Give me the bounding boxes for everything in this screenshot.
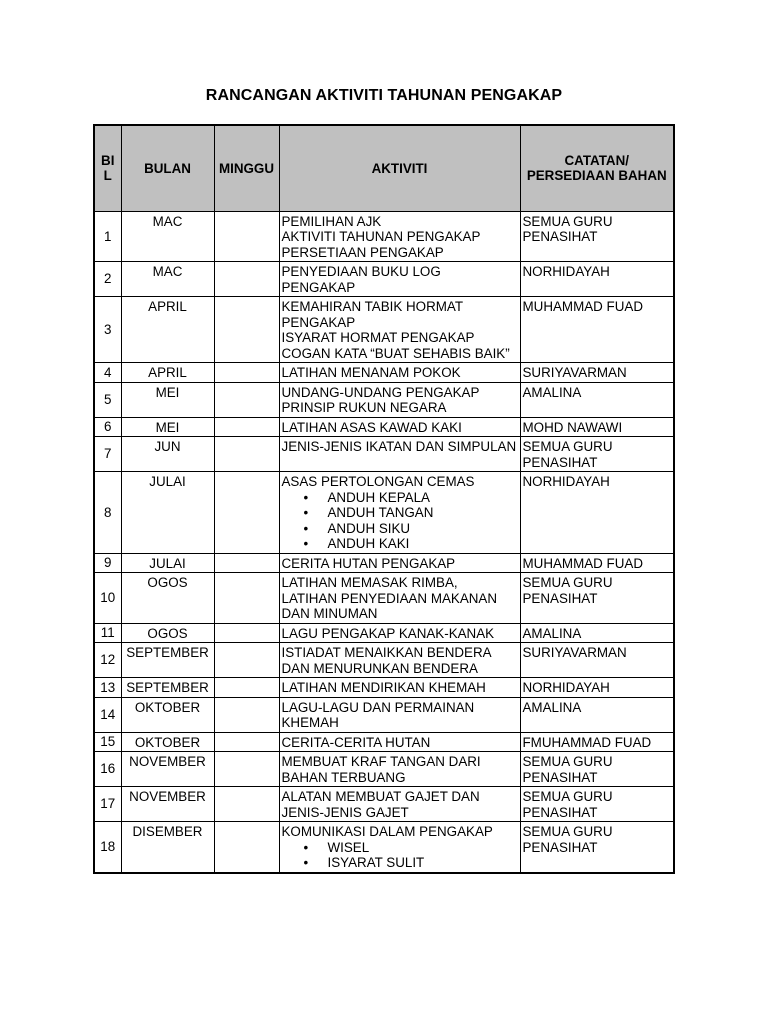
activity-bullet-item: • WISEL	[328, 840, 518, 856]
activity-bullet-item: • ANDUH KAKI	[328, 536, 518, 552]
month-cell: JULAI	[121, 472, 214, 554]
activity-line: LATIHAN MEMASAK RIMBA,	[281, 575, 458, 590]
activity-line: PRINSIP RUKUN NEGARA	[281, 400, 447, 415]
activity-cell	[279, 643, 520, 678]
month-cell: APRIL	[121, 363, 214, 383]
activity-cell	[279, 822, 520, 873]
note-cell: SEMUA GURU PENASIHAT	[520, 752, 674, 787]
note-cell: AMALINA	[520, 697, 674, 732]
activity-line: CERITA-CERITA HUTAN	[281, 734, 431, 750]
table-row	[94, 752, 674, 787]
week-cell	[214, 437, 279, 472]
activity-line: ALATAN MEMBUAT GAJET DAN JENIS-JENIS GAJET	[281, 789, 480, 820]
table-row	[94, 732, 674, 752]
activity-cell	[279, 211, 520, 262]
week-cell	[214, 623, 279, 643]
table-row	[94, 822, 674, 873]
activity-cell	[279, 417, 520, 437]
row-number: 3	[94, 297, 121, 363]
row-number: 9	[94, 553, 121, 573]
activity-cell	[279, 787, 520, 822]
table-row	[94, 697, 674, 732]
week-cell	[214, 262, 279, 297]
note-cell: NORHIDAYAH	[520, 678, 674, 698]
month-cell: OGOS	[121, 623, 214, 643]
activity-cell	[279, 678, 520, 698]
note-cell: SURIYAVARMAN	[520, 643, 674, 678]
document-title: RANCANGAN AKTIVITI TAHUNAN PENGAKAP	[205, 87, 563, 104]
activity-line: AKTIVITI TAHUNAN PENGAKAP	[281, 229, 481, 244]
table-row	[94, 787, 674, 822]
activity-bullet-item: • ANDUH KEPALA	[328, 490, 518, 506]
note-cell: MOHD NAWAWI	[520, 417, 674, 437]
month-cell: OGOS	[121, 573, 214, 624]
activity-cell	[279, 697, 520, 732]
week-cell	[214, 752, 279, 787]
activity-cell	[279, 262, 520, 297]
table-row	[94, 437, 674, 472]
note-cell: SEMUA GURU PENASIHAT	[520, 822, 674, 873]
row-number: 18	[94, 822, 121, 873]
activity-cell	[279, 623, 520, 643]
note-cell: NORHIDAYAH	[520, 262, 674, 297]
activity-line: LATIHAN ASAS KAWAD KAKI	[281, 419, 462, 435]
activity-line: ISTIADAT MENAIKKAN BENDERA DAN MENURUNKAN BENDERA	[281, 645, 491, 676]
activity-line: LAGU-LAGU DAN PERMAINAN KHEMAH	[281, 699, 475, 730]
note-cell: SEMUA GURU PENASIHAT	[520, 437, 674, 472]
month-cell: APRIL	[121, 297, 214, 363]
week-cell	[214, 573, 279, 624]
activity-bullet-list	[282, 840, 518, 871]
row-number: 4	[94, 363, 121, 383]
row-number: 10	[94, 573, 121, 624]
month-cell: OKTOBER	[121, 732, 214, 752]
activity-line: LAGU PENGAKAP KANAK-KANAK	[281, 625, 495, 641]
activity-bullet-item: • ISYARAT SULIT	[328, 855, 518, 871]
row-number: 12	[94, 643, 121, 678]
header-bulan: BULAN	[121, 125, 214, 211]
activity-line: LATIHAN PENYEDIAAN MAKANAN DAN MINUMAN	[281, 590, 498, 621]
activity-cell	[279, 472, 520, 554]
row-number: 16	[94, 752, 121, 787]
header-minggu: MINGGU	[214, 125, 279, 211]
month-cell: NOVEMBER	[121, 787, 214, 822]
row-number: 15	[94, 732, 121, 752]
row-number: 11	[94, 623, 121, 643]
table-row	[94, 417, 674, 437]
note-cell: AMALINA	[520, 623, 674, 643]
month-cell: MEI	[121, 382, 214, 417]
week-cell	[214, 822, 279, 873]
activity-cell	[279, 752, 520, 787]
activity-line: ISYARAT HORMAT PENGAKAP	[281, 330, 475, 345]
activity-cell	[279, 553, 520, 573]
activity-line: PENYEDIAAN BUKU LOG PENGAKAP	[281, 264, 441, 295]
month-cell: DISEMBER	[121, 822, 214, 873]
activity-cell	[279, 437, 520, 472]
note-cell: SEMUA GURU PENASIHAT	[520, 573, 674, 624]
table-row	[94, 297, 674, 363]
week-cell	[214, 732, 279, 752]
month-cell: SEPTEMBER	[121, 678, 214, 698]
week-cell	[214, 211, 279, 262]
table-row	[94, 553, 674, 573]
activity-line: PEMILIHAN AJK	[281, 213, 382, 229]
table-row	[94, 643, 674, 678]
note-cell: MUHAMMAD FUAD	[520, 553, 674, 573]
note-cell: MUHAMMAD FUAD	[520, 297, 674, 363]
activity-line: COGAN KATA “BUAT SEHABIS BAIK”	[281, 345, 510, 361]
note-cell: NORHIDAYAH	[520, 472, 674, 554]
week-cell	[214, 382, 279, 417]
week-cell	[214, 678, 279, 698]
activity-cell	[279, 363, 520, 383]
table-row	[94, 678, 674, 698]
table-row	[94, 472, 674, 554]
week-cell	[214, 643, 279, 678]
row-number: 14	[94, 697, 121, 732]
activity-cell	[279, 573, 520, 624]
note-cell: SEMUA GURU PENASIHAT	[520, 211, 674, 262]
header-aktiviti: AKTIVITI	[279, 125, 520, 211]
row-number: 17	[94, 787, 121, 822]
table-row	[94, 363, 674, 383]
activity-table	[93, 124, 675, 874]
activity-cell	[279, 732, 520, 752]
week-cell	[214, 417, 279, 437]
month-cell: MAC	[121, 262, 214, 297]
note-cell: SEMUA GURU PENASIHAT	[520, 787, 674, 822]
month-cell: OKTOBER	[121, 697, 214, 732]
row-number: 6	[94, 417, 121, 437]
week-cell	[214, 787, 279, 822]
row-number: 5	[94, 382, 121, 417]
week-cell	[214, 297, 279, 363]
activity-line: MEMBUAT KRAF TANGAN DARI BAHAN TERBUANG	[281, 754, 481, 785]
activity-line: KOMUNIKASI DALAM PENGAKAP	[281, 824, 493, 839]
activity-bullet-item: • ANDUH TANGAN	[328, 505, 518, 521]
activity-line: LATIHAN MENDIRIKAN KHEMAH	[281, 680, 486, 695]
month-cell: NOVEMBER	[121, 752, 214, 787]
month-cell: MEI	[121, 417, 214, 437]
activity-cell	[279, 297, 520, 363]
activity-line: ASAS PERTOLONGAN CEMAS	[281, 474, 475, 489]
activity-bullet-list	[282, 490, 518, 552]
month-cell: MAC	[121, 211, 214, 262]
table-body	[94, 211, 674, 873]
table-row	[94, 211, 674, 262]
row-number: 13	[94, 678, 121, 698]
week-cell	[214, 472, 279, 554]
row-number: 8	[94, 472, 121, 554]
table-row	[94, 262, 674, 297]
table-header-row	[94, 125, 674, 211]
row-number: 2	[94, 262, 121, 297]
activity-line: KEMAHIRAN TABIK HORMAT PENGAKAP	[281, 299, 463, 330]
header-bil: BI L	[94, 125, 121, 211]
activity-cell	[279, 382, 520, 417]
week-cell	[214, 697, 279, 732]
activity-line: CERITA HUTAN PENGAKAP	[281, 555, 456, 571]
activity-line: PERSETIAAN PENGAKAP	[281, 244, 444, 260]
note-cell: AMALINA	[520, 382, 674, 417]
table-row	[94, 382, 674, 417]
table-row	[94, 623, 674, 643]
month-cell: JULAI	[121, 553, 214, 573]
note-cell: SURIYAVARMAN	[520, 363, 674, 383]
activity-bullet-item: • ANDUH SIKU	[328, 521, 518, 537]
note-cell: FMUHAMMAD FUAD	[520, 732, 674, 752]
month-cell: SEPTEMBER	[121, 643, 214, 678]
table-row	[94, 573, 674, 624]
week-cell	[214, 363, 279, 383]
activity-line: UNDANG-UNDANG PENGAKAP	[281, 384, 480, 400]
activity-line: JENIS-JENIS IKATAN DAN SIMPULAN	[281, 439, 517, 454]
row-number: 1	[94, 211, 121, 262]
month-cell: JUN	[121, 437, 214, 472]
activity-line: LATIHAN MENANAM POKOK	[281, 365, 461, 380]
week-cell	[214, 553, 279, 573]
header-catatan: CATATAN/ PERSEDIAAN BAHAN	[520, 125, 674, 211]
row-number: 7	[94, 437, 121, 472]
